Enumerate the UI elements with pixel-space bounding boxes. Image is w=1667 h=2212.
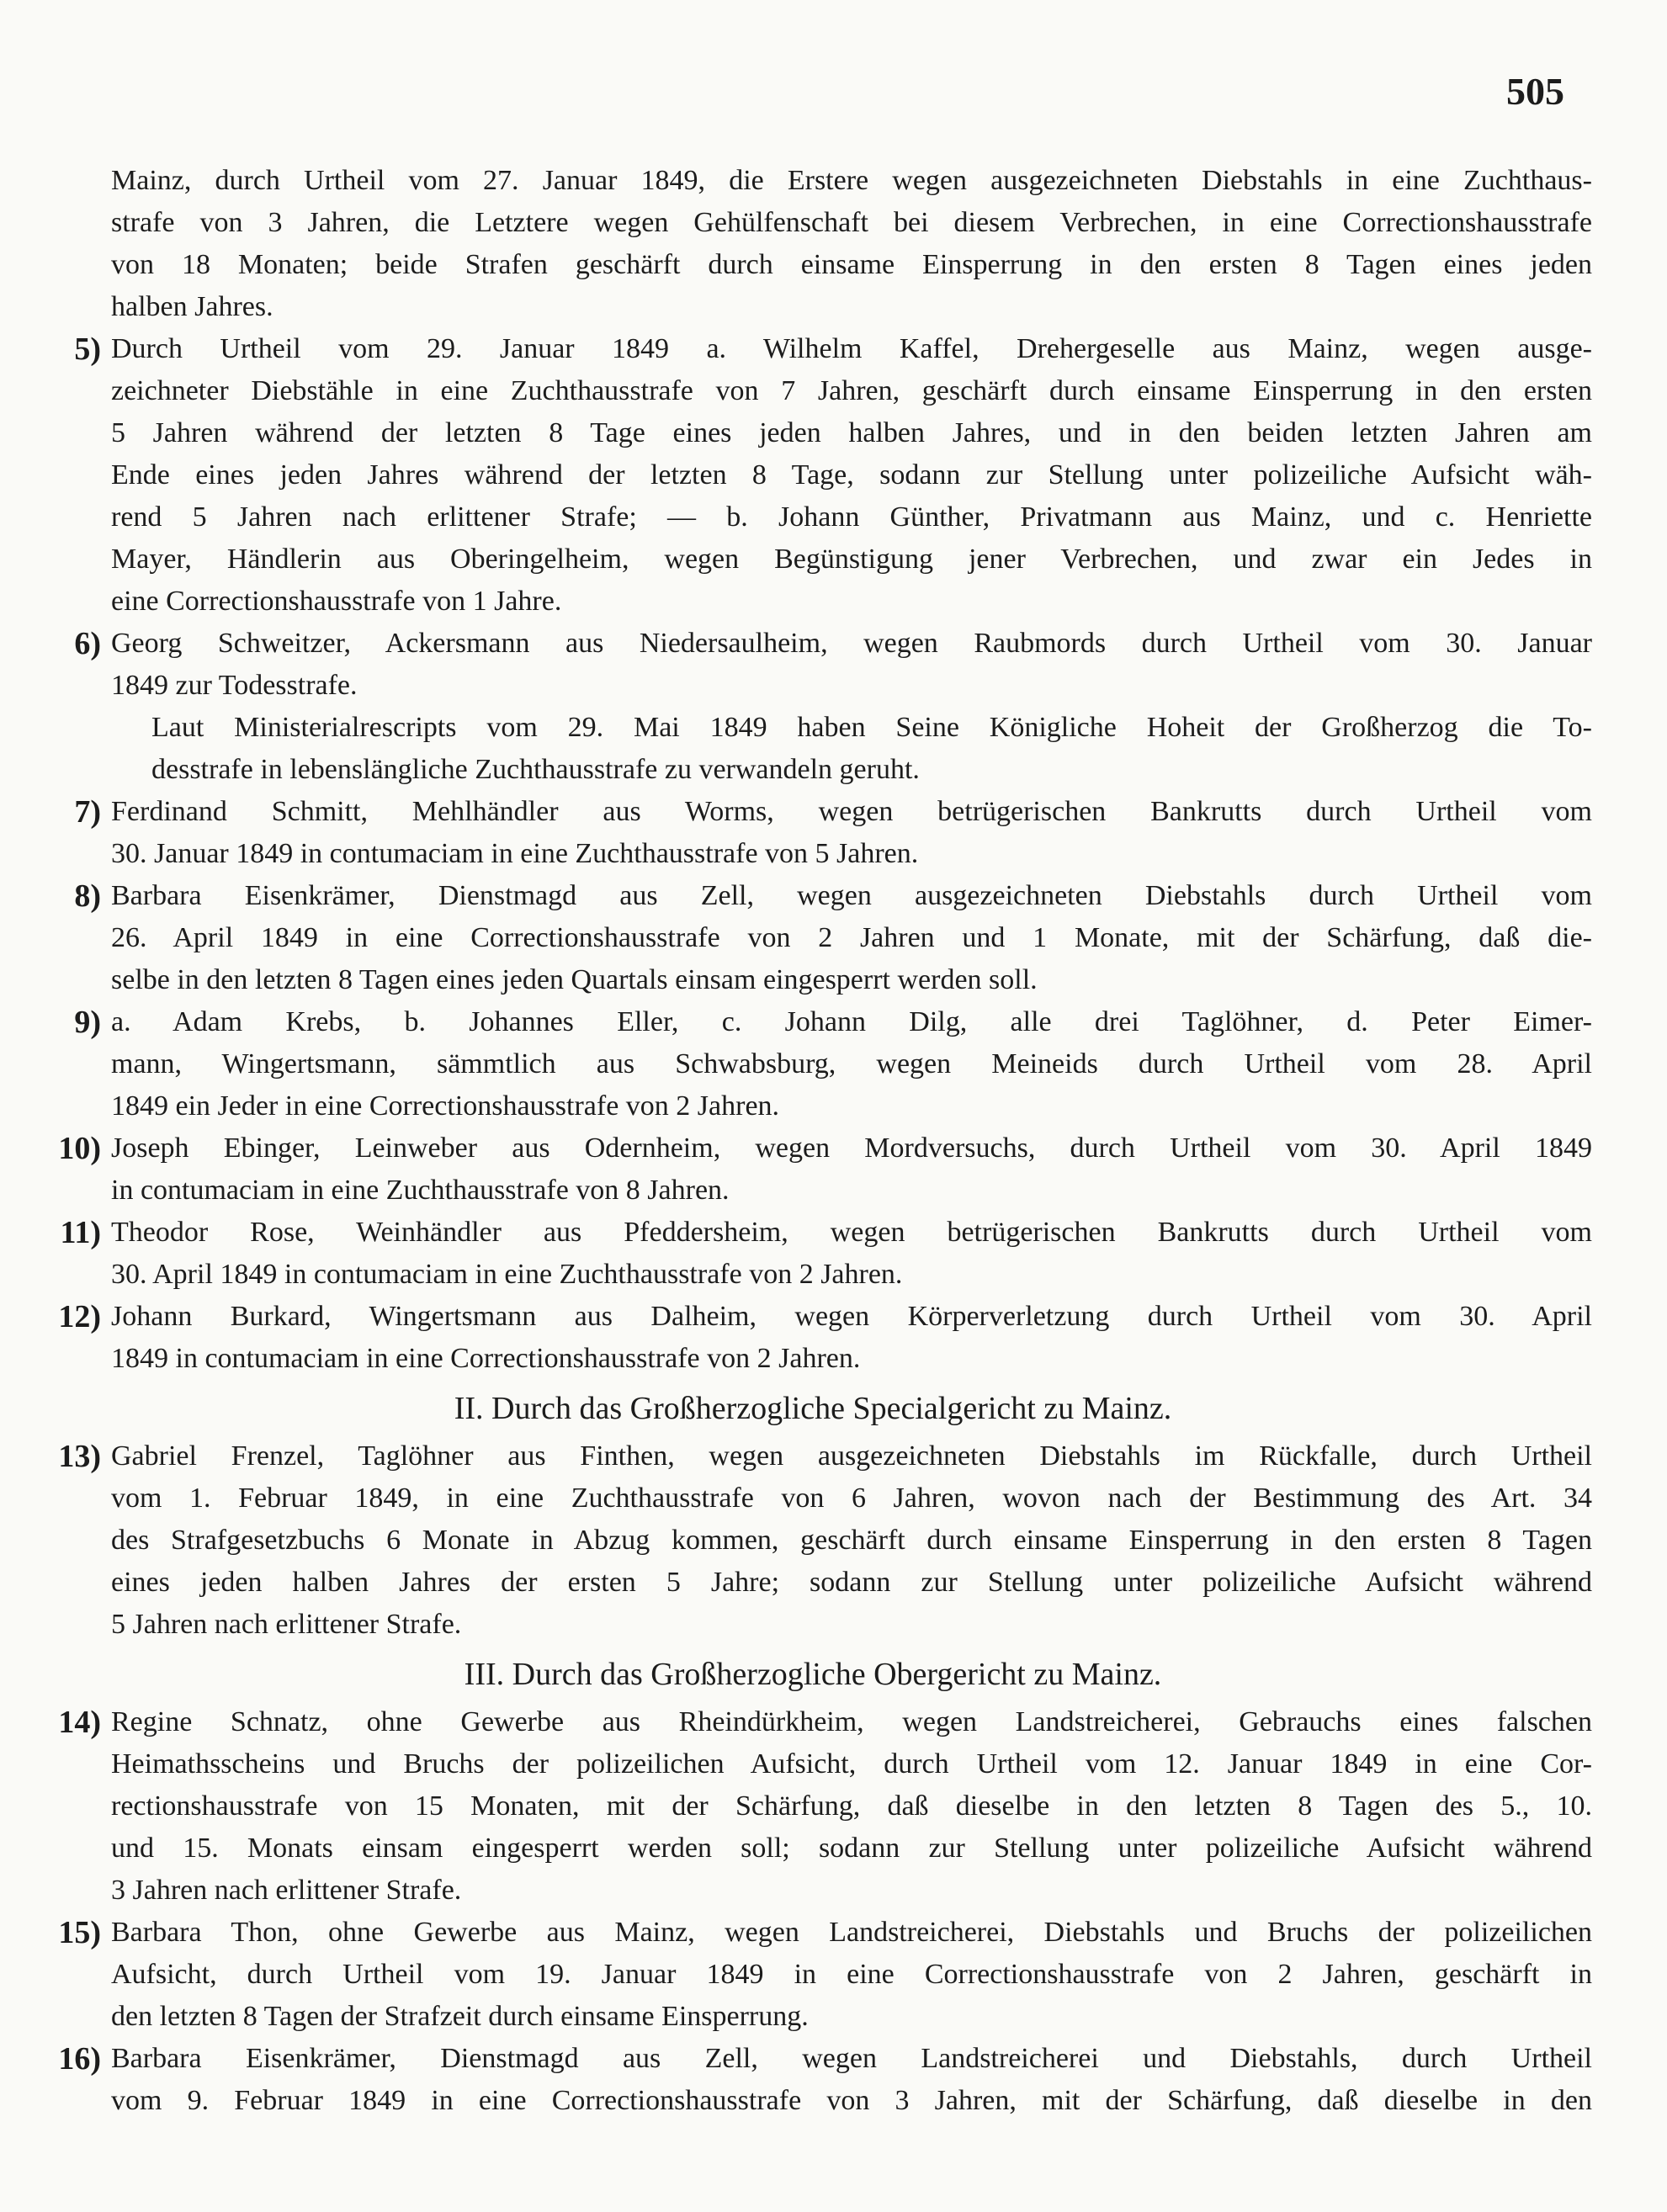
item-number: 13) [58,1439,101,1474]
text-line: Georg Schweitzer, Ackersmann aus Niedersaulheim, wegen Raubmords durch Urtheil vom 30. Januar [111,628,1592,659]
item-number: 7) [74,794,101,830]
page-number: 505 [1506,70,1564,113]
text-line: in contumaciam in eine Zuchthausstrafe von 8 Jahren. [111,1175,730,1206]
list-item [34,875,1592,1001]
text-line: Mainz, durch Urtheil vom 27. Januar 1849, die Erstere wegen ausgezeichneten Diebstahls in eine Zuchthaus- [111,165,1592,196]
text-line: 1849 zur Todesstrafe. [111,670,358,701]
text-line: rend 5 Jahren nach erlittener Strafe; — b. Johann Günther, Privatmann aus Mainz, und c. Henriette [111,501,1592,533]
item-number: 6) [74,626,101,661]
text-line: vom 1. Februar 1849, in eine Zuchthausstrafe von 6 Jahren, wovon nach der Bestimmung des Art. 34 [111,1483,1592,1514]
text-line: Barbara Eisenkrämer, Dienstmagd aus Zell, wegen ausgezeichneten Diebstahls durch Urtheil vom [111,880,1592,911]
list-item [34,1912,1592,2038]
text-line: Mayer, Händlerin aus Oberingelheim, wegen Begünstigung jener Verbrechen, und zwar ein Jedes in [111,544,1592,575]
document-body [34,160,1592,2122]
list-item [34,623,1592,707]
section-heading: III. Durch das Großherzogliche Obergericht zu Mainz. [464,1657,1162,1692]
text-line: des Strafgesetzbuchs 6 Monate in Abzug kommen, geschärft durch einsame Einsperrung in den ersten 8 Tagen [111,1525,1592,1556]
text-line: 5 Jahren während der letzten 8 Tage eines jeden halben Jahres, und in den beiden letzten Jahren am [111,417,1592,448]
text-line: Barbara Thon, ohne Gewerbe aus Mainz, wegen Landstreicherei, Diebstahls und Bruchs der polizeilichen [111,1917,1592,1948]
item-number: 10) [58,1131,101,1166]
text-line: rectionshausstrafe von 15 Monaten, mit der Schärfung, daß dieselbe in den letzten 8 Tagen des 5., 10. [111,1790,1592,1822]
text-line: Heimathsscheins und Bruchs der polizeilichen Aufsicht, durch Urtheil vom 12. Januar 1849 in eine Cor- [111,1748,1592,1780]
section-heading: II. Durch das Großherzogliche Specialgericht zu Mainz. [454,1391,1172,1426]
item-number: 14) [58,1705,101,1740]
list-item [34,328,1592,623]
text-line: 26. April 1849 in eine Correctionshausstrafe von 2 Jahren und 1 Monate, mit der Schärfung, daß die- [111,922,1592,953]
text-line: Ende eines jeden Jahres während der letzten 8 Tage, sodann zur Stellung unter polizeiliche Aufsicht wäh- [111,459,1592,491]
text-line: Theodor Rose, Weinhändler aus Pfeddersheim, wegen betrügerischen Bankrutts durch Urtheil vom [111,1217,1592,1248]
text-line: halben Jahres. [111,291,273,322]
text-line: a. Adam Krebs, b. Johannes Eller, c. Johann Dilg, alle drei Taglöhner, d. Peter Eimer- [111,1006,1592,1037]
text-line: vom 9. Februar 1849 in eine Correctionshausstrafe von 3 Jahren, mit der Schärfung, daß dieselbe in den [111,2085,1592,2116]
text-line: von 18 Monaten; beide Strafen geschärft durch einsame Einsperrung in den ersten 8 Tagen eines jeden [111,249,1592,280]
item-number: 16) [58,2041,101,2077]
text-line: eines jeden halben Jahres der ersten 5 Jahre; sodann zur Stellung unter polizeiliche Aufsicht während [111,1567,1592,1598]
list-item [34,2038,1592,2122]
text-line: desstrafe in lebenslängliche Zuchthausstrafe zu verwandeln geruht. [151,754,920,785]
ministerial-note [34,707,1592,791]
text-line: Laut Ministerialrescripts vom 29. Mai 1849 haben Seine Königliche Hoheit der Großherzog die To- [151,712,1592,743]
list-item [34,791,1592,875]
item-number: 12) [58,1299,101,1334]
list-item [34,1435,1592,1646]
list-item [34,1701,1592,1912]
list-item [34,1212,1592,1296]
text-line: Durch Urtheil vom 29. Januar 1849 a. Wilhelm Kaffel, Drehergeselle aus Mainz, wegen ausge- [111,333,1592,364]
list-item [34,1296,1592,1380]
list-item [34,160,1592,328]
text-line: strafe von 3 Jahren, die Letztere wegen Gehülfenschaft bei diesem Verbrechen, in eine Correctionshausstrafe [111,207,1592,238]
text-line: Joseph Ebinger, Leinweber aus Odernheim, wegen Mordversuchs, durch Urtheil vom 30. April 1849 [111,1133,1592,1164]
text-line: Ferdinand Schmitt, Mehlhändler aus Worms, wegen betrügerischen Bankrutts durch Urtheil vom [111,796,1592,827]
text-line: 5 Jahren nach erlittener Strafe. [111,1609,462,1640]
list-item [34,1127,1592,1212]
text-line: 30. April 1849 in contumaciam in eine Zuchthausstrafe von 2 Jahren. [111,1259,903,1290]
item-number: 11) [60,1215,101,1250]
text-line: den letzten 8 Tagen der Strafzeit durch einsame Einsperrung. [111,2001,809,2032]
list-item [34,1001,1592,1127]
text-line: Regine Schnatz, ohne Gewerbe aus Rheindürkheim, wegen Landstreicherei, Gebrauchs eines falschen [111,1706,1592,1737]
item-number: 8) [74,878,101,914]
text-line: zeichneter Diebstähle in eine Zuchthausstrafe von 7 Jahren, geschärft durch einsame Einsperrung in den ersten [111,375,1592,406]
item-number: 15) [58,1915,101,1950]
item-number: 5) [74,332,101,367]
text-line: 3 Jahren nach erlittener Strafe. [111,1875,462,1906]
text-line: 30. Januar 1849 in contumaciam in eine Zuchthausstrafe von 5 Jahren. [111,838,919,869]
text-line: und 15. Monats einsam eingesperrt werden soll; sodann zur Stellung unter polizeiliche Aufsicht während [111,1833,1592,1864]
text-line: Gabriel Frenzel, Taglöhner aus Finthen, wegen ausgezeichneten Diebstahls im Rückfalle, durch Urtheil [111,1440,1592,1472]
text-line: 1849 ein Jeder in eine Correctionshausstrafe von 2 Jahren. [111,1090,780,1122]
text-line: Barbara Eisenkrämer, Dienstmagd aus Zell, wegen Landstreicherei und Diebstahls, durch Urtheil [111,2043,1592,2074]
text-line: Johann Burkard, Wingertsmann aus Dalheim, wegen Körperverletzung durch Urtheil vom 30. April [111,1301,1592,1332]
text-line: selbe in den letzten 8 Tagen eines jeden Quartals einsam eingesperrt werden soll. [111,964,1038,995]
text-line: 1849 in contumaciam in eine Correctionshausstrafe von 2 Jahren. [111,1343,861,1374]
text-line: eine Correctionshausstrafe von 1 Jahre. [111,586,562,617]
text-line: Aufsicht, durch Urtheil vom 19. Januar 1849 in eine Correctionshausstrafe von 2 Jahren, geschärft in [111,1959,1592,1990]
text-line: mann, Wingertsmann, sämmtlich aus Schwabsburg, wegen Meineids durch Urtheil vom 28. April [111,1048,1592,1079]
item-number: 9) [74,1005,101,1040]
